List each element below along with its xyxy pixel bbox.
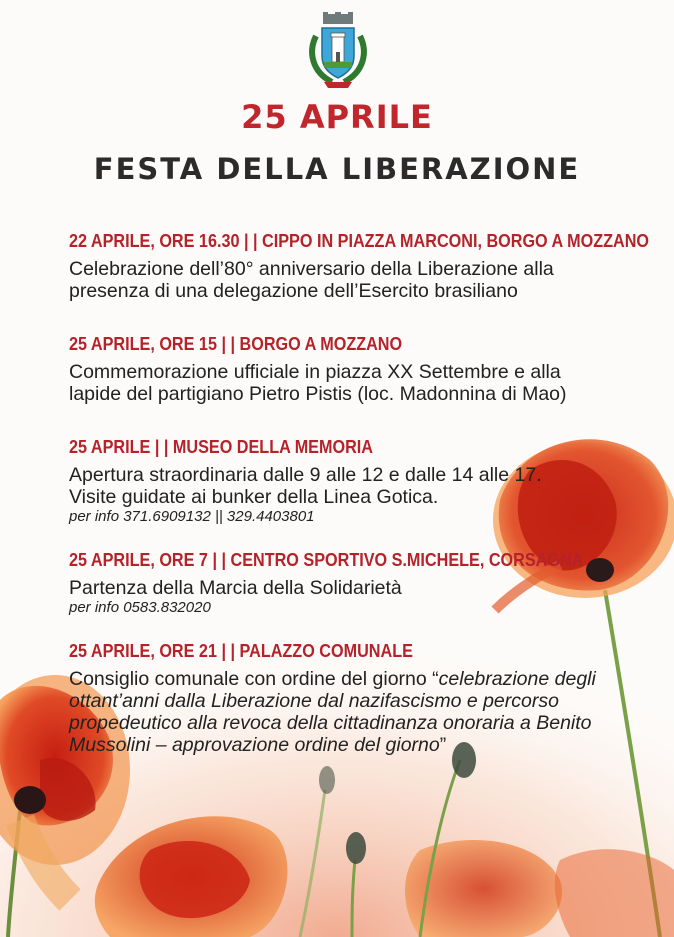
event-description-italic: propedeutico alla revoca della cittadinanza onoraria a Benito — [69, 712, 592, 734]
event-description-text: Consiglio comunale con ordine del giorno “ — [69, 668, 439, 690]
event-description-line: Commemorazione ufficiale in piazza XX Settembre e alla — [69, 361, 561, 383]
event-description-text: ” — [439, 734, 447, 756]
event-description-line: presenza di una delegazione dell’Esercito brasiliano — [69, 280, 518, 302]
event-heading: 25 APRILE | | MUSEO DELLA MEMORIA — [69, 437, 373, 457]
event-description-line — [69, 712, 649, 734]
page-subtitle: FESTA DELLA LIBERAZIONE — [93, 152, 581, 186]
page-title: 25 APRILE — [241, 98, 433, 136]
municipal-coat-of-arms-icon — [306, 12, 370, 90]
event-heading: 25 APRILE, ORE 15 | | BORGO A MOZZANO — [69, 334, 403, 354]
event-description-line — [69, 668, 649, 690]
event-item — [69, 230, 649, 302]
event-description-line: Visite guidate ai bunker della Linea Gotica. — [69, 486, 439, 508]
event-info: per info 371.6909132 || 329.4403801 — [69, 508, 315, 525]
event-description — [69, 464, 649, 508]
event-description-line — [69, 734, 649, 756]
event-info: per info 0583.832020 — [69, 599, 211, 616]
event-heading: 25 APRILE, ORE 21 | | PALAZZO COMUNALE — [69, 641, 413, 661]
event-description — [69, 361, 649, 405]
event-description-line: lapide del partigiano Pietro Pistis (loc. Madonnina di Mao) — [69, 383, 567, 405]
event-description-italic: ottant’anni dalla Liberazione dal nazifascismo e percorso — [69, 690, 559, 712]
event-description-line — [69, 690, 649, 712]
event-item — [69, 333, 649, 405]
event-item — [69, 549, 649, 617]
event-description-line: Celebrazione dell’80° anniversario della Liberazione alla — [69, 258, 554, 280]
event-heading: 25 APRILE, ORE 7 | | CENTRO SPORTIVO S.MICHELE, CORSAGNA — [69, 550, 584, 570]
event-description — [69, 668, 649, 756]
event-item — [69, 640, 649, 756]
event-item — [69, 436, 649, 526]
event-description-italic: celebrazione degli — [438, 668, 596, 690]
event-description-line: Apertura straordinaria dalle 9 alle 12 e dalle 14 alle 17. — [69, 464, 542, 486]
event-description-italic: Mussolini – approvazione ordine del giorno — [69, 734, 440, 756]
event-heading: 22 APRILE, ORE 16.30 | | CIPPO IN PIAZZA MARCONI, BORGO A MOZZANO — [69, 231, 650, 251]
event-description — [69, 577, 649, 599]
event-description-line: Partenza della Marcia della Solidarietà — [69, 577, 402, 599]
event-description — [69, 258, 649, 302]
